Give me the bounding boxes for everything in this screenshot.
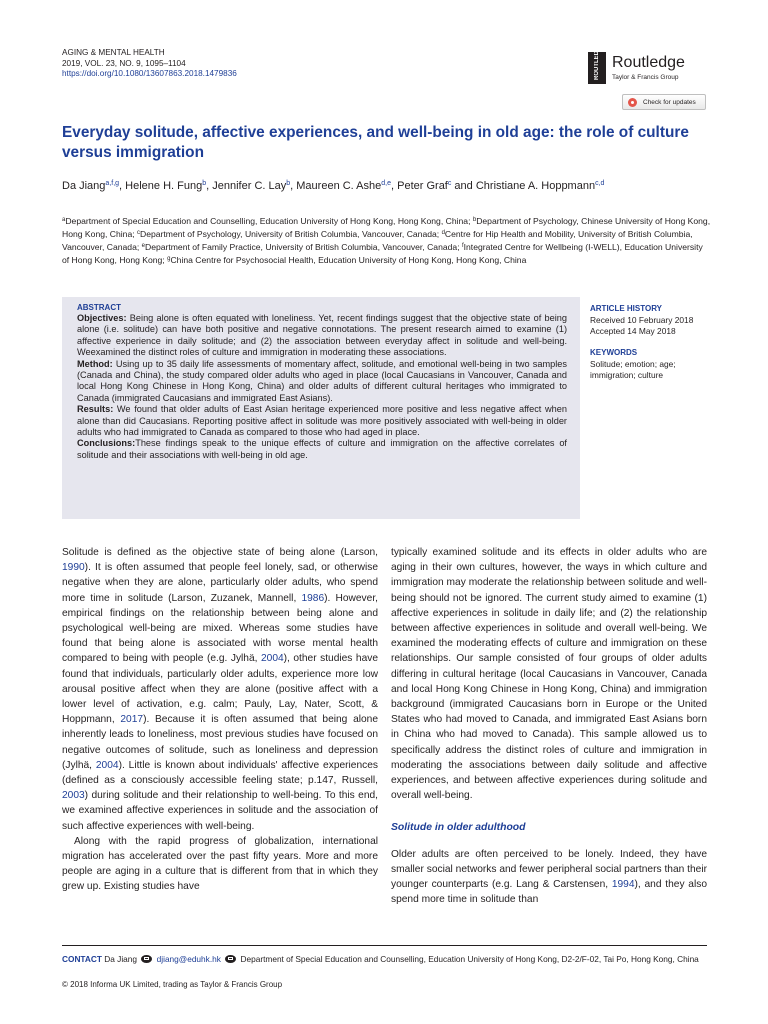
abstract-section [77, 313, 567, 359]
affiliation-text: Centre for Hip Health and Mobility, University of British Columbia, Vancouver, Canada; [62, 229, 693, 252]
author-name: Jennifer C. Lay [212, 180, 287, 192]
abstract-section-label: Objectives: [77, 313, 127, 323]
abstract-section [77, 438, 567, 461]
author-name: Helene H. Fung [125, 180, 203, 192]
citation-link[interactable]: 1994 [611, 879, 635, 891]
author-affiliation-marker[interactable]: a,f,g [105, 180, 120, 187]
footer-divider [62, 945, 707, 946]
body-paragraph [391, 545, 707, 803]
author-affiliation-marker[interactable]: b [286, 180, 291, 187]
body-paragraph [391, 847, 707, 908]
body-text: ), other studies have found that individuals, particularly older adults, experience more low arousal positive affect when they are alone (positive affect with a lower level of activation, e.g. calm; Pauly, Lay, Nater, Scott, & Hoppmann, [62, 653, 378, 726]
affiliation-text: China Centre for Psychosocial Health, Education University of Hong Kong, Hong Kong, China [170, 255, 527, 265]
abstract-section-text: Being alone is often equated with loneliness. Yet, recent findings suggest that the objective state of being alone (i.e. solitude) can have both positive and negative connotations. The present research aimed to examine (1) affective experience in daily solitude; and (2) the association between everyday affect in solitude and well-being. Weexamined the distinct roles of culture and immigration in moderating these associations. [77, 313, 567, 358]
keywords-heading: KEYWORDS [590, 348, 638, 357]
abstract-body [77, 313, 567, 461]
email-icon [141, 955, 152, 963]
abstract-section-label: Method: [77, 358, 113, 369]
affiliation-marker: e [141, 243, 145, 249]
body-text: ). However, empirical findings on the relationship between being alone and psychological well-being are mixed. Whereas some studies have found that being alone is associated with worse mental health compared to being with people (e.g. Jylhä, [62, 592, 378, 665]
contact-info [62, 954, 707, 965]
abstract-section-label: Results: [77, 404, 114, 415]
publisher-name: Routledge [612, 54, 685, 71]
citation-link[interactable]: 2004 [95, 759, 119, 771]
author-affiliation-marker[interactable]: b [202, 180, 207, 187]
article-title: Everyday solitude, affective experiences, and well-being in old age: the role of culture versus immigration [62, 124, 689, 161]
abstract-section-text: These findings speak to the unique effects of culture and immigration on the affective correlates of solitude and their associations with well-being in old age. [77, 438, 567, 460]
affiliation-marker: b [472, 217, 477, 223]
abstract-section-label: Conclusions: [77, 438, 136, 449]
citation-link[interactable]: 2003 [62, 790, 85, 802]
author-affiliation-marker[interactable]: d,e [381, 180, 391, 187]
article-history-heading: ARTICLE HISTORY [590, 304, 663, 313]
citation-link[interactable]: 1990 [62, 562, 85, 574]
check-for-updates-button[interactable] [622, 94, 706, 110]
check-for-updates-label: Check for updates [643, 99, 696, 106]
affiliation-marker: f [461, 243, 464, 249]
author-name: Christiane A. Hoppmann [475, 180, 596, 192]
publisher-subtitle: Taylor & Francis Group [612, 74, 679, 81]
body-text: ) during solitude and their relationship to well-being. To this end, we examined affective experiences in solitude and the association of such affective experiences with well-being. [62, 790, 378, 832]
author-name: Peter Graf [397, 180, 448, 192]
affiliation-marker: a [62, 217, 66, 223]
affiliation-marker: c [137, 230, 141, 236]
body-text: Older adults are often perceived to be lonely. Indeed, they have smaller social networks and fewer peripheral social partners than their younger counterparts (e.g. Lang & Carstensen, [391, 848, 707, 891]
author-separator: , [206, 180, 213, 192]
affiliation-text: Department of Psychology, Chinese University of Hong Kong, Hong Kong, China; [62, 216, 711, 239]
author-affiliation-marker[interactable]: c,d [595, 180, 605, 187]
citation-link[interactable]: 2017 [120, 714, 144, 726]
affiliation-text: Department of Special Education and Counselling, Education University of Hong Kong, Hong Kong, China; [65, 216, 473, 226]
abstract-section-text: Using up to 35 daily life assessments of momentary affect, solitude, and emotional well-being in two samples (Canada and China), the study compared older adults who aged in place (local Caucasians in Vancouver, Canada and local Hong Kong Chinese in Hong Kong, China) and older adults of different cultural heritages who immigrated to Canada (immigrated Caucasians and immigrated East Asians). [77, 358, 567, 403]
abstract-heading: ABSTRACT [77, 303, 121, 312]
keywords-list: Solitude; emotion; age; immigration; culture [590, 359, 676, 380]
body-text: typically examined solitude and its effects in older adults who are aging in their own cultures, however, the ways in which culture and immigration may moderate the relationship between solitude and well-being should not be ignored. The current study aimed to examine (1) affective experiences in solitude in daily life; and (2) the relationship between affective experiences in solitude and overall well-being. We examined the moderating effects of culture and immigration on these relationships. Our sample consisted of four groups of older adults differing in cultural heritage (local Caucasians in Vancouver, Canada and local Hong Kong Chinese in Hong Kong, China) and immigration background (immigrated Caucasians born in Europe or the United States who had moved to Canada, and immigrated East Asians born in China who had moved to Canada). This sample allowed us to specifically address the distinct roles of culture and immigration in moderating the associations between daily solitude and affective experiences, and between affective experiences during solitude and overall well-being. [391, 547, 707, 802]
citation-link[interactable]: 2004 [260, 653, 284, 665]
doi-link[interactable]: https://doi.org/10.1080/13607863.2018.1479836 [62, 69, 237, 79]
body-text: ). Little is known about individuals' affective experiences (defined as a consciously accessible feeling state; p.147, Russell, [62, 759, 378, 787]
abstract-section [77, 359, 567, 405]
body-right-column [391, 545, 707, 907]
copyright: © 2018 Informa UK Limited, trading as Taylor & Francis Group [62, 980, 283, 989]
body-text: ). It is often assumed that people feel lonely, sad, or otherwise negative when they are alone, particularly older adults, who spend more time in solitude (Larson, Zuzanek, Mannell, [62, 562, 378, 604]
address-icon [225, 955, 236, 963]
author-separator: , [290, 180, 297, 192]
author-separator: , [119, 180, 126, 192]
affiliation-text: Department of Psychology, University of British Columbia, Vancouver, Canada; [140, 229, 442, 239]
received-date: Received 10 February 2018 [590, 315, 694, 325]
abstract-section-text: We found that older adults of East Asian heritage experienced more positive and less negative affect when alone than did Caucasians. Reporting positive affect in solitude was more positively associated with well-being in older adults who had immigrated to Canada as compared to those who had aged in place. [77, 404, 567, 438]
affiliation-text: Integrated Centre for Wellbeing (I-WELL), Education University of Hong Kong, Hong Kong; [62, 242, 703, 265]
article-history [590, 315, 693, 337]
author-separator: and [451, 180, 476, 192]
journal-name: AGING & MENTAL HEALTH [62, 48, 165, 57]
contact-email[interactable]: djiang@eduhk.hk [156, 954, 221, 964]
journal-header [62, 48, 237, 80]
affiliation-text: Department of Family Practice, University of British Columbia, Vancouver, Canada; [144, 242, 462, 252]
contact-address: Department of Special Education and Counselling, Education University of Hong Kong, D2-2/F-02, Tai Po, Hong Kong, China [240, 954, 699, 964]
body-paragraph [62, 545, 378, 834]
accepted-date: Accepted 14 May 2018 [590, 326, 676, 336]
author-name: Da Jiang [62, 180, 106, 192]
affiliations [62, 214, 712, 266]
body-text: ), and they also spend more time in solitude than [391, 879, 707, 906]
crossmark-icon [628, 98, 637, 107]
author-list [62, 176, 712, 194]
contact-label: CONTACT [62, 954, 102, 964]
author-affiliation-marker[interactable]: c [447, 180, 452, 187]
body-paragraph [62, 834, 378, 895]
body-text: Along with the rapid progress of globalization, international migration has accelerated over the past fifty years. More and more people are aging in a culture that is different from that in which they grew up. Existing studies have [62, 835, 378, 893]
affiliation-marker: g [167, 256, 171, 262]
volume-info: 2019, VOL. 23, NO. 9, 1095–1104 [62, 58, 186, 68]
publisher-logo [588, 42, 708, 90]
author-separator: , [391, 180, 398, 192]
abstract-section [77, 404, 567, 438]
section-heading: Solitude in older adulthood [391, 822, 526, 834]
body-text: ). Because it is often assumed that being alone inherently leads to loneliness, most previous studies have focused on negative outcomes of solitude, such as loneliness and depression (Jylhä, [62, 714, 378, 771]
routledge-logo-icon: ROUTLEDGE [588, 52, 606, 84]
author-name: Maureen C. Ashe [296, 180, 382, 192]
body-left-column [62, 545, 378, 895]
contact-name: Da Jiang [104, 954, 138, 964]
affiliation-marker: d [441, 230, 445, 236]
body-text: Solitude is defined as the objective state of being alone (Larson, [62, 547, 378, 558]
citation-link[interactable]: 1986 [301, 592, 325, 604]
